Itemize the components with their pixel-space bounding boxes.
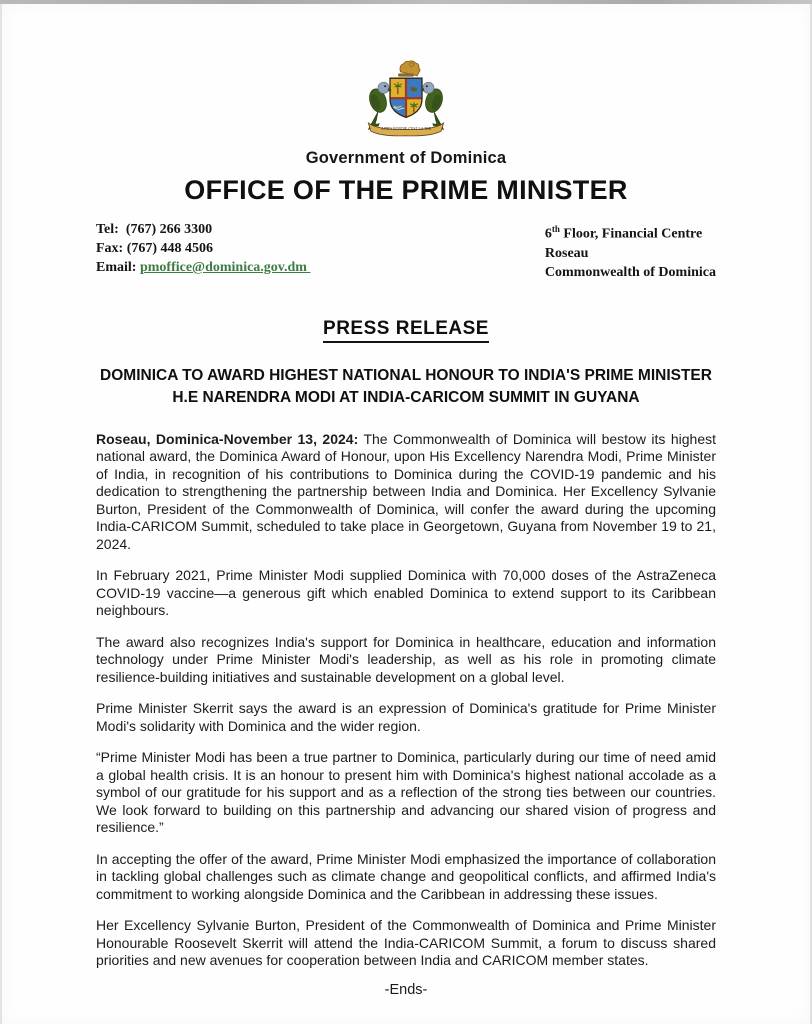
email-link[interactable]: pmoffice@dominica.gov.dm [139, 260, 307, 275]
lion-crest-icon [398, 61, 420, 77]
ends-marker: -Ends- [384, 981, 428, 998]
press-release-title: PRESS RELEASE [323, 318, 489, 343]
address-block [545, 220, 716, 282]
contact-block [96, 220, 310, 282]
address-line-3: Commonwealth of Dominica [544, 264, 716, 280]
shield-icon [390, 78, 422, 120]
dominica-coat-of-arms-icon [354, 58, 458, 140]
floor-ordinal-sup: th [551, 224, 560, 234]
address-line-1 [545, 220, 716, 244]
headline: DOMINICA TO AWARD HIGHEST NATIONAL HONOUR TO INDIA'S PRIME MINISTER H.E NARENDRA MODI AT INDIA-CARICOM SUMMIT IN GUYANA [100, 366, 712, 406]
release-label-container [2, 318, 810, 343]
letterhead [2, 149, 810, 206]
paragraph-1-text: The Commonwealth of Dominica will bestow its highest national award, the Dominica Award of Honour, upon His Excellency Narendra Modi, Prime Minister of India, in recognition of his contributions to Dominica during the COVID-19 pandemic and his dedication to strengthening the partnership between India and Dominica. Her Excellency Sylvanie Burton, President of the Commonwealth of Dominica, will confer the award during the upcoming India-CARICOM Summit, scheduled to take place in Georgetown, Guyana from November 19 to 21, 2024. [96, 430, 716, 552]
paragraph-1 [96, 431, 716, 554]
motto-banner-icon [368, 123, 443, 136]
tel-value: (767) 266 3300 [125, 222, 213, 237]
contact-address-row [96, 220, 716, 282]
emblem-container [2, 4, 810, 145]
left-parrot-icon [367, 82, 392, 129]
right-parrot-icon [421, 82, 446, 129]
office-title: OFFICE OF THE PRIME MINISTER [184, 175, 628, 205]
floor-number: 6 [544, 226, 552, 242]
tel-line [96, 220, 310, 239]
address-line-2: Roseau [544, 245, 589, 261]
tel-label: Tel: [96, 222, 119, 237]
paragraph-3: The award also recognizes India's support for Dominica in healthcare, education and information technology under Prime Minister Modi's leadership, as well as his role in promoting climate resilience-building initiatives and sustainable development on a global level. [96, 633, 716, 685]
fax-value: (767) 448 4506 [126, 241, 214, 256]
motto-text: APRES BONDIE C'EST LA TER [380, 127, 432, 132]
fax-label: Fax: [96, 241, 124, 256]
email-link-trailing-underline [307, 260, 311, 275]
paragraph-4: Prime Minister Skerrit says the award is an expression of Dominica's gratitude for Prime Minister Modi's solidarity with Dominica and the wider region. [96, 700, 716, 734]
paragraph-6: In accepting the offer of the award, Prime Minister Modi emphasized the importance of collaboration in tackling global challenges such as climate change and geopolitical conflicts, and affirmed India's commitment to working alongside Dominica and the Caribbean in addressing these issues. [96, 850, 716, 902]
paragraph-2: In February 2021, Prime Minister Modi supplied Dominica with 70,000 doses of the AstraZeneca COVID-19 vaccine—a generous gift which enabled Dominica to extend support to its Caribbean neighbours. [96, 567, 716, 619]
body-copy [96, 431, 716, 998]
email-line [96, 258, 310, 277]
email-label: Email: [96, 260, 137, 275]
org-name: Government of Dominica [305, 149, 507, 167]
paragraph-7: Her Excellency Sylvanie Burton, President of the Commonwealth of Dominica and Prime Minister Honourable Roosevelt Skerrit will attend the India-CARICOM Summit, a forum to discuss shared priorities and new avenues for cooperation between India and CARICOM member states. [96, 917, 716, 969]
dateline: Roseau, Dominica-November 13, 2024: [96, 430, 359, 447]
press-release-page [0, 4, 812, 1024]
paragraph-5: “Prime Minister Modi has been a true partner to Dominica, particularly during our time of need amid a global health crisis. It is an honour to present him with Dominica's highest national accolade as a symbol of our gratitude for his support and as a reflection of the strong ties between our countries. We look forward to building on this partnership and advancing our shared vision of progress and resilience.” [96, 749, 716, 836]
floor-rest: Floor, Financial Centre [559, 226, 703, 242]
fax-line [96, 239, 310, 258]
